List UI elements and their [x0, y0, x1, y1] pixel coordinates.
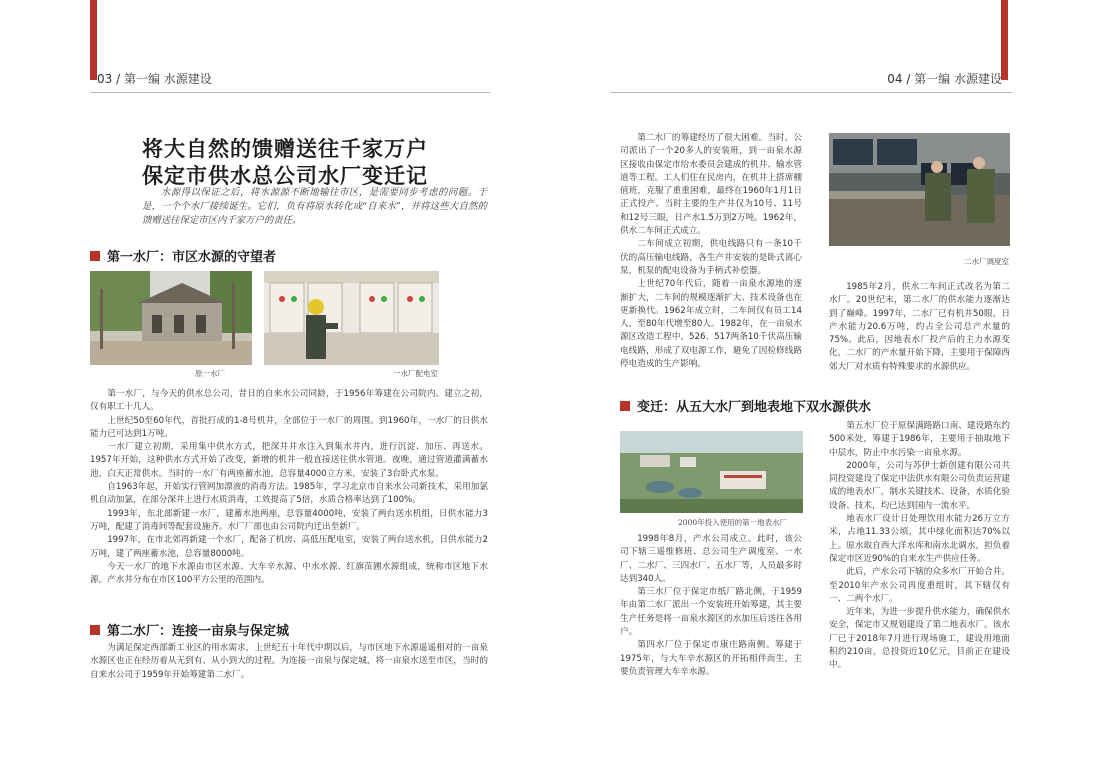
section-1-heading [90, 246, 276, 265]
photo-3-caption: 二水厂调度室 [964, 257, 1009, 266]
paragraph: 一水厂建立初期，采用集中供水方式，把深井井水注入到集水井内，进行沉淀、加压、再送水。1957年开始，这种供水方式开始了改变，新增的机井一般直接送往供水管道。夜晚，通过管道灌满蓄水池，白天正常供水。当时的一水厂有两座蓄水池，总容量4000立方米，安装了3台卧式水泵。 [90, 442, 488, 479]
left-header-rule [90, 92, 490, 93]
paragraph: 1998年8月，产水公司成立。此时，该公司下辖三遥维修班、总公司生产调度室、一水厂、二水厂、三四水厂、五水厂等，人员最多时达到340人。 [620, 534, 802, 584]
section-1-heading-text: 第一水厂：市区水源的守望者 [107, 250, 277, 265]
section-marker-icon [90, 625, 100, 635]
section-1-body [90, 388, 488, 587]
paragraph: 第二水厂的筹建经历了很大困难。当时，公司派出了一个20多人的安装班，到一亩泉水源区接收由保定市给水委员会建成的机井、输水管道等工程。工人们住在民房内，在机井上搭席棚值班，克服了重重困难，最终在1960年1月1日正式投产。当时主要的生产井仅为10号、11号和12号三眼，日产水1.5万到2万吨。1962年，供水二车间正式成立。 [620, 133, 802, 237]
section-3-heading-text: 变迁：从五大水厂到地表地下双水源供水 [637, 400, 872, 415]
paragraph: 近年来，为进一步提升供水能力，确保供水安全，保定市又规划建设了第二地表水厂。该水厂已于2018年7月进行现场施工，建设用地面积约210亩，总投资近10亿元，目前正在建设中。 [829, 607, 1010, 671]
article-title-line-2: 保定市供水总公司水厂变迁记 [142, 163, 428, 188]
photo-1-caption: 原一水厂 [195, 369, 225, 378]
paragraph: 自1963年起，开始实行管网加漂液的消毒方法。1985年，学习北京市自来水公司新技术，采用加氯机自动加氯，在部分深井上进行水质消毒，工效提高了5倍，水质合格率达到了100%。 [90, 482, 488, 506]
paragraph: 上世纪70年代后，随着一亩泉水源地的逐渐扩大，二车间的规模逐渐扩大、技术设备也在更新换代。1962年成立时，二车间仅有员工14人，至80年代增至80人。1982年，在一亩泉水源区改造工程中，526、517两条10千伏高压输电线路，形成了双电源工作，避免了因检修线路停电造成的生产影响。 [620, 279, 802, 370]
section-3-right-body [829, 420, 1010, 673]
article-title-line-1: 将大自然的馈赠送往千家万户 [142, 136, 428, 161]
paragraph: 地表水厂设计日处理饮用水能力26万立方米，占地11.33公顷，其中绿化面积达70%以上。原水取自西大洋水库和南水北调水，担负着保定市区近90%的自来水生产供应任务。 [829, 514, 1010, 564]
section-marker-icon [90, 251, 100, 261]
paragraph: 第五水厂位于原保满路路口南、建设路东约500米处，筹建于1986年，主要用于抽取地下中层水，防止中水污染一亩泉水源。 [829, 421, 1010, 458]
section-2-heading-text: 第二水厂：连接一亩泉与保定城 [107, 624, 290, 639]
old-water-plant-photo [90, 271, 252, 365]
section-marker-icon [620, 401, 630, 411]
article-intro: 水源得以保证之后，将水源源不断地输往市区，是需要同步考虑的问题。于是，一个个水厂接续诞生。它们，负有将原水转化成“自来水”，并将这些大自然的馈赠送往保定市区内千家万户的责任。 [142, 187, 487, 226]
left-page-header: 03 / 第一编 水源建设 [97, 72, 212, 86]
paragraph: 此后，产水公司下辖的众多水厂开始合并。至2010年产水公司再度重组时，其下辖仅有一、二两个水厂。 [829, 567, 1010, 604]
right-page-header: 04 / 第一编 水源建设 [887, 72, 1002, 86]
surface-water-plant-photo [620, 431, 803, 513]
dispatch-room-photo [829, 133, 1010, 246]
paragraph: 第四水厂位于保定市康庄路南侧。筹建于1975年，与大车辛水源区的开拓相伴而生，主要负责管理大车辛水源。 [620, 640, 802, 677]
section-2-body [90, 642, 488, 682]
paragraph: 1993年，东北部新建一水厂，建蓄水池两座，总容量4000吨，安装了两台送水机组，日供水能力3万吨，配建了消毒间等配套设施齐。水厂厂部也由公司院内迁出至新厂。 [90, 508, 488, 532]
paragraph: 第一水厂，与今天的供水总公司，昔日的自来水公司同龄，于1956年筹建在公司院内。建立之初，仅有职工十几人。 [90, 389, 488, 413]
power-distribution-room-photo [264, 271, 439, 365]
paragraph: 为满足保定西部新工业区的用水需求，上世纪五十年代中期以后，与市区地下水源遥遥相对的一亩泉水源区也正在经历着从无到有、从小到大的过程。为连接一亩泉与保定城，将一亩泉水送至市区，当时的自来水公司于1959年开始筹建第二水厂。 [90, 643, 488, 680]
section-2-side-body [829, 281, 1010, 374]
right-header-rule [610, 92, 1012, 93]
paragraph: 2000年，公司与苏伊士新创建有限公司共同投资建设了保定中法供水有限公司负责运营建成的地表水厂，制水关键技术、设备，水质化验设备、技术，均已达到国内一流水平。 [829, 460, 1010, 511]
section-3-heading [620, 396, 871, 415]
photo-2-caption: 一水厂配电室 [393, 369, 438, 378]
left-page-tab [90, 0, 97, 80]
paragraph: 二车间成立初期，供电线路只有一条10千伏的高压输电线路，各生产井安装的是卧式离心泵，机泵的配电设备为手柄式补偿器。 [620, 239, 802, 276]
paragraph: 第三水厂位于保定市纸厂路北侧，于1959年由第二水厂派出一个安装班开始筹建，其主要生产任务是将一亩泉水源区的水加压后送往各用户。 [620, 587, 802, 638]
section-3-left-body [620, 533, 802, 679]
paragraph: 1985年2月，供水二车间正式改名为第二水厂。20世纪末，第二水厂的供水能力逐渐达到了巅峰。1997年，二水厂已有机井50眼，日产水能力20.6万吨，约占全公司总产水量的75%。此后，因地表水厂投产后的主力水源变化，二水厂的产水量开始下降，主要用于保障西郊大厂对水质有特殊要求的水源供应。 [829, 282, 1010, 372]
section-2-continued-body [620, 132, 802, 371]
right-page-tab [1001, 0, 1008, 80]
paragraph: 1997年，在市北郊再新建一个水厂，配备了机房、高低压配电室，安装了两台送水机，日供水能力2万吨，建了两座蓄水池，总容量8000吨。 [90, 535, 488, 559]
photo-4-caption: 2000年投入使用的第一地表水厂 [678, 518, 788, 527]
section-2-heading [90, 620, 289, 639]
paragraph: 今天一水厂的地下水源由市区水源、大车辛水源、中水水源、红旗苗圃水源组成，统称市区地下水源。产水井分布在市区100平方公里的范围内。 [90, 561, 488, 586]
paragraph: 上世纪50至60年代，首批打成的1-8号机井，全部位于一水厂的周围。到1960年，一水厂的日供水能力已可达到1万吨。 [90, 415, 488, 439]
